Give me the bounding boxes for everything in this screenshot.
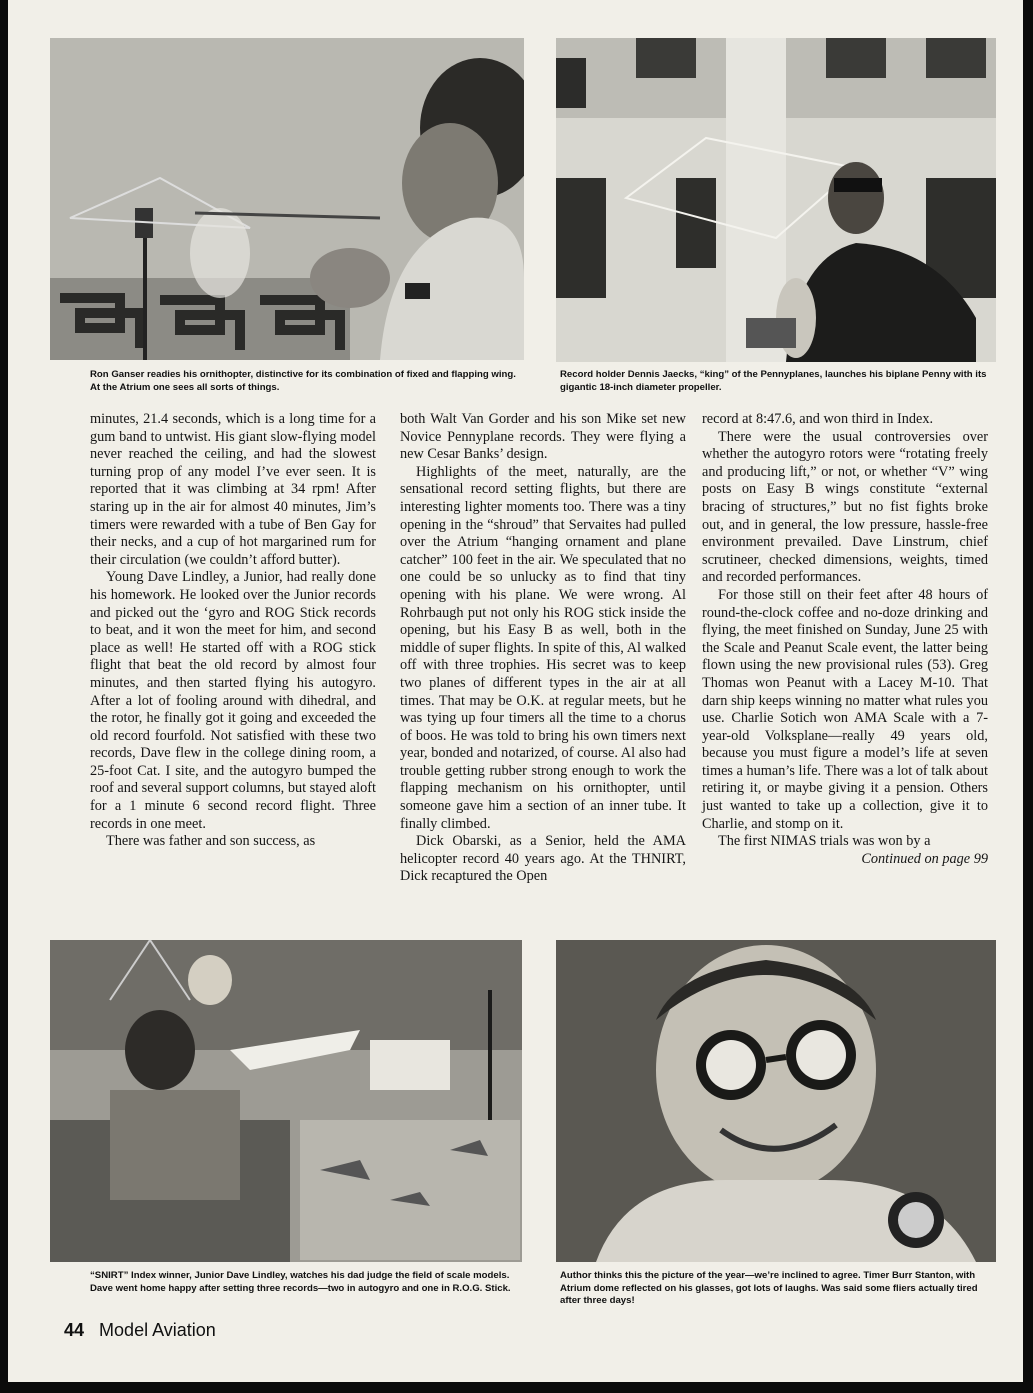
caption-ornithopter: Ron Ganser readies his ornithopter, distinctive for its combination of fixed and flapping wing. At the Atrium one sees all sorts of things. bbox=[90, 369, 516, 393]
paragraph: Highlights of the meet, naturally, are the sensational record setting flights, but there are interesting lighter moments too. There was a tiny opening in the “shroud” that Servaites had pulled over the Atrium “hanging ornament and plane catcher” 100 feet in the air. We speculated that no one could be so unlucky as to find that tiny opening with his plane. We were wrong. Al Rohrbaugh put not only his ROG stick inside the opening, but his Easy B as well, both in the middle of super flights. In spite of this, Al walked off with three trophies. His secret was to keep two planes of different types in the air at all times. That may be O.K. at regular meets, but he was tying up four timers all the time to a chorus of boos. He was told to bring his own timers next year, bonded and notarized, of course. Al also had trouble getting rubber strong enough to work the flapping mechanism on his ornithopter, until someone gave him a section of an inner tube. It finally climbed. bbox=[400, 463, 686, 832]
magazine-page bbox=[8, 0, 1023, 1382]
page-footer bbox=[64, 1320, 216, 1341]
continued-note: Continued on page 99 bbox=[861, 850, 988, 867]
caption-pennyplane-launch: Record holder Dennis Jaecks, “king” of the Pennyplanes, launches his biplane Penny with its gigantic 18-inch diameter propeller. bbox=[560, 369, 987, 393]
photo-timer-glasses bbox=[556, 940, 996, 1262]
photo-ornithopter bbox=[50, 38, 524, 360]
paragraph: minutes, 21.4 seconds, which is a long time for a gum band to untwist. His giant slow-flying model never reached the ceiling, and had the slowest turning prop of any model I’ve ever seen. It is reported that it was climbing at 34 rpm! After staring up in the air for almost 40 minutes, Jim’s timers were rewarded with a tube of Ben Gay for their necks, and a cup of hot margarined rum for their circulation (we couldn’t afford butter). bbox=[90, 411, 376, 568]
paragraph: There was father and son success, as bbox=[106, 833, 316, 850]
photo-scale-judging bbox=[50, 940, 522, 1262]
paragraph: There were the usual controversies over whether the autogyro rotors were “rotating freely and producing lift,” or not, or whether “V” wing posts on Easy B wings constitute “external bracing of structures,” but no fist fights broke out, and in general, the low pressure, hassle-free environment prevailed. Dave Linstrum, chief scrutineer, checked dimensions, weights, timed and recorded performances. bbox=[702, 428, 988, 586]
caption-scale-judging: “SNIRT” Index winner, Junior Dave Lindley, watches his dad judge the field of scale models. Dave went home happy after setting three records—two in autogyro and one in R.O.G. Stick. bbox=[90, 1270, 511, 1294]
text-column-1 bbox=[90, 411, 376, 851]
magazine-title: Model Aviation bbox=[99, 1320, 216, 1340]
page-number: 44 bbox=[64, 1320, 85, 1340]
paragraph: Dick Obarski, as a Senior, held the AMA helicopter record 40 years ago. At the THNIRT, Dick recaptured the Open bbox=[400, 833, 686, 885]
caption-timer-glasses: Author thinks this the picture of the year—we’re inclined to agree. Timer Burr Stanton, with Atrium dome reflected on his glasses, got lots of laughs. Was said some fliers actually tired after three days! bbox=[560, 1270, 978, 1307]
paragraph: both Walt Van Gorder and his son Mike set new Novice Pennyplane records. They were flying a new Cesar Banks’ design. bbox=[400, 411, 686, 463]
text-column-2 bbox=[400, 411, 686, 886]
text-column-3 bbox=[702, 411, 988, 868]
paragraph: Young Dave Lindley, a Junior, had really done his homework. He looked over the Junior records and picked out the ‘gyro and ROG Stick records to beat, and it won the meet for him, and second place as well! He started off with a ROG stick flight that beat the old record by almost four minutes, and then started flying his autogyro. After a lot of fooling around with dihedral, and the rotor, he finally got it going and exceeded the old record fourfold. Not satisfied with these two records, Dave flew in the college dining room, a 25-foot Cat. I site, and the autogyro bumped the roof and several support columns, but stayed aloft for a 1 minute 6 second record flight. Three records in one meet. bbox=[90, 569, 376, 832]
paragraph: record at 8:47.6, and won third in Index. bbox=[702, 411, 934, 427]
paragraph: For those still on their feet after 48 hours of round-the-clock coffee and no-doze drinking and flying, the meet finished on Sunday, June 25 with the Scale and Peanut Scale event, the latter being flown using the new provisional rules (53). Greg Thomas won Peanut with a Lacey M-10. That darn ship keeps winning no matter what rules you use. Charlie Sotich won AMA Scale with a 7-year-old Volksplane—really 49 years old, because you must figure a model’s life at seven times a human’s life. There was a lot of talk about retiring it, or maybe giving it a pension. Others just wanted to take up a collection, give it to Charlie, and stomp on it. bbox=[702, 586, 988, 832]
photo-pennyplane-launch bbox=[556, 38, 996, 362]
paragraph: The first NIMAS trials was won by a bbox=[718, 833, 931, 850]
